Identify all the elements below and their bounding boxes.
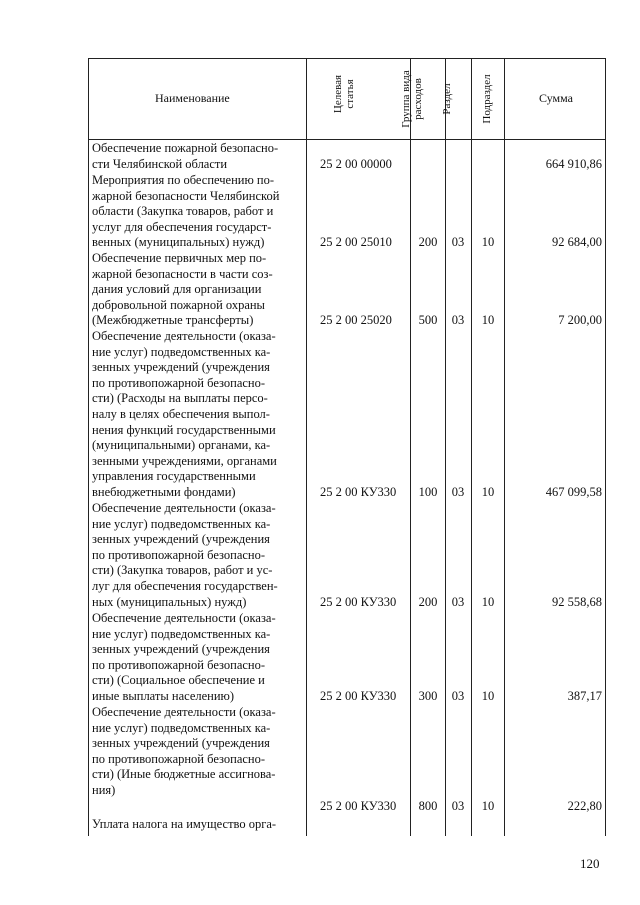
row-subsection: 10 bbox=[481, 313, 495, 327]
row-name: Обеспечение деятельности (оказа- ние услуг) подведомственных ка- зенных учреждений (учреждения по противопожарной безопасно- сти) (Закупка товаров, работ и ус- луг для обеспечения государствен- ных (муниципальных) нужд) bbox=[92, 501, 278, 609]
row-subsection: 10 bbox=[481, 235, 495, 249]
row-group: 200 bbox=[418, 595, 438, 609]
row-subsection: 10 bbox=[481, 799, 495, 813]
row-section: 03 bbox=[451, 595, 465, 609]
row-sum: 92 684,00 bbox=[552, 235, 602, 249]
row-sum: 664 910,86 bbox=[545, 157, 602, 171]
row-subsection: 10 bbox=[481, 595, 495, 609]
row-group: 100 bbox=[418, 485, 438, 499]
row-sum: 467 099,58 bbox=[545, 485, 602, 499]
row-group: 300 bbox=[418, 689, 438, 703]
row-code: 25 2 00 КУ330 bbox=[320, 689, 397, 703]
col-divider-5 bbox=[504, 58, 505, 836]
row-subsection: 10 bbox=[481, 689, 495, 703]
table-border-left bbox=[88, 58, 89, 836]
row-name: Обеспечение деятельности (оказа- ние услуг) подведомственных ка- зенных учреждений (учреждения по противопожарной безопасно- сти) (Социальное обеспечение и иные выплаты населению) bbox=[92, 611, 276, 703]
table-border-right bbox=[605, 58, 606, 836]
col-divider-4 bbox=[471, 58, 472, 836]
row-sum: 7 200,00 bbox=[558, 313, 602, 327]
row-group: 500 bbox=[418, 313, 438, 327]
col-divider-1 bbox=[306, 58, 307, 836]
row-name: Обеспечение пожарной безопасно- сти Челябинской области bbox=[92, 141, 279, 171]
header-section: Раздел bbox=[441, 83, 453, 115]
col-divider-2 bbox=[410, 58, 411, 836]
row-code: 25 2 00 25010 bbox=[320, 235, 392, 249]
row-group: 200 bbox=[418, 235, 438, 249]
row-section: 03 bbox=[451, 235, 465, 249]
row-name: Обеспечение деятельности (оказа- ние услуг) подведомственных ка- зенных учреждений (учреждения по противопожарной безопасно- сти) (Иные бюджетные ассигнова- ния) bbox=[92, 705, 276, 797]
header-expense-group: Группа вида расходов bbox=[400, 70, 424, 128]
header-target-article: Целевая статья bbox=[332, 74, 356, 114]
row-code: 25 2 00 КУ330 bbox=[320, 595, 397, 609]
row-name: Мероприятия по обеспечению по- жарной безопасности Челябинской области (Закупка товаров, работ и услуг для обеспечения государст- венных (муниципальных) нужд) bbox=[92, 173, 280, 250]
row-group: 800 bbox=[418, 799, 438, 813]
row-section: 03 bbox=[451, 799, 465, 813]
header-sum: Сумма bbox=[539, 91, 573, 105]
row-code: 25 2 00 00000 bbox=[320, 157, 392, 171]
row-name: Уплата налога на имущество орга- bbox=[92, 817, 277, 831]
row-name: Обеспечение первичных мер по- жарной безопасности в части соз- дания условий для организации добровольной пожарной охраны (Межбюджетные трансферты) bbox=[92, 251, 273, 328]
row-name: Обеспечение деятельности (оказа- ние услуг) подведомственных ка- зенных учреждений (учреждения по противопожарной безопасно- сти) (Расходы на выплаты персо- налу в целях обеспечения выпол- нения функций государственными (муниципальными) органами, ка- зенными учреждениями, органами управления государственными внебюджетными фондами) bbox=[92, 329, 277, 499]
row-section: 03 bbox=[451, 313, 465, 327]
row-code: 25 2 00 25020 bbox=[320, 313, 392, 327]
row-section: 03 bbox=[451, 689, 465, 703]
header-subsection: Подраздел bbox=[481, 74, 493, 124]
row-subsection: 10 bbox=[481, 485, 495, 499]
header-name: Наименование bbox=[155, 91, 230, 105]
header-divider bbox=[88, 139, 606, 140]
col-divider-3 bbox=[445, 58, 446, 836]
row-code: 25 2 00 КУ330 bbox=[320, 799, 397, 813]
row-section: 03 bbox=[451, 485, 465, 499]
row-sum: 92 558,68 bbox=[552, 595, 602, 609]
page-number: 120 bbox=[580, 856, 600, 871]
row-sum: 222,80 bbox=[567, 799, 602, 813]
row-sum: 387,17 bbox=[567, 689, 602, 703]
row-code: 25 2 00 КУ330 bbox=[320, 485, 397, 499]
